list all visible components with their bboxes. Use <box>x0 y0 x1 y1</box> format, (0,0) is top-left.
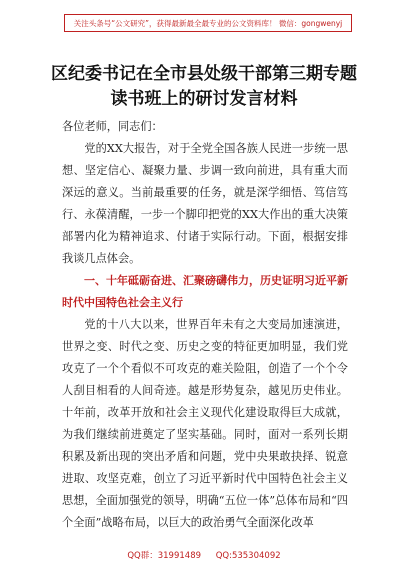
document-body <box>62 116 348 534</box>
banner-text: 关注头条号“公文研究”，获得最新最全最专业的公文资料库！ 微信：gongwenyj <box>73 18 343 28</box>
document-title <box>0 62 408 112</box>
greeting: 各位老师，同志们： <box>62 120 163 133</box>
paragraph-intro: 党的XX大报告，对于全党全国各族人民进一步统一思想、坚定信心、凝聚力量、步调一致向前进，具有重大而深远的意义。当前最重要的任务，就是深学细悟、笃信笃行、永葆清醒，一步一个脚印把党的XX大作出的重大决策部署内化为精神追求、付诸于实际行动。下面，根据安排我谈几点体会。 <box>62 142 348 265</box>
title-line-1: 区纪委书记在全市县处级干部第三期专题 <box>51 64 357 84</box>
footer-qq: QQ:535304092 <box>215 551 281 561</box>
paragraph-section-1: 党的十八大以来，世界百年未有之大变局加速演进，世界之变、时代之变、历史之变的特征更加明显，我们党攻克了一个个看似不可攻克的难关险阻，创造了一个个令人刮目相看的人间奇迹。越是形势复杂，越见历史伟业。十年前，改革开放和社会主义现代化建设取得巨大成就，为我们继续前进奠定了坚实基础。同时，面对一系列长期积累及新出现的突出矛盾和问题，党中央果敢抉择、锐意进取、攻坚克难，创立了习近平新时代中国特色社会主义思想，全面加强党的领导，明确“五位一体”总体布局和“四个全面”战略布局，以巨大的政治勇气全面深化改革 <box>62 318 348 529</box>
title-line-2: 读书班上的研讨发言材料 <box>110 89 298 109</box>
section-heading-1: 一、十年砥砺奋进、汇聚磅礴伟力，历史证明习近平新时代中国特色社会主义行 <box>62 274 348 309</box>
footer-qq-group: QQ群：31991489 <box>127 551 202 561</box>
footer <box>0 549 408 561</box>
top-banner <box>64 14 352 32</box>
